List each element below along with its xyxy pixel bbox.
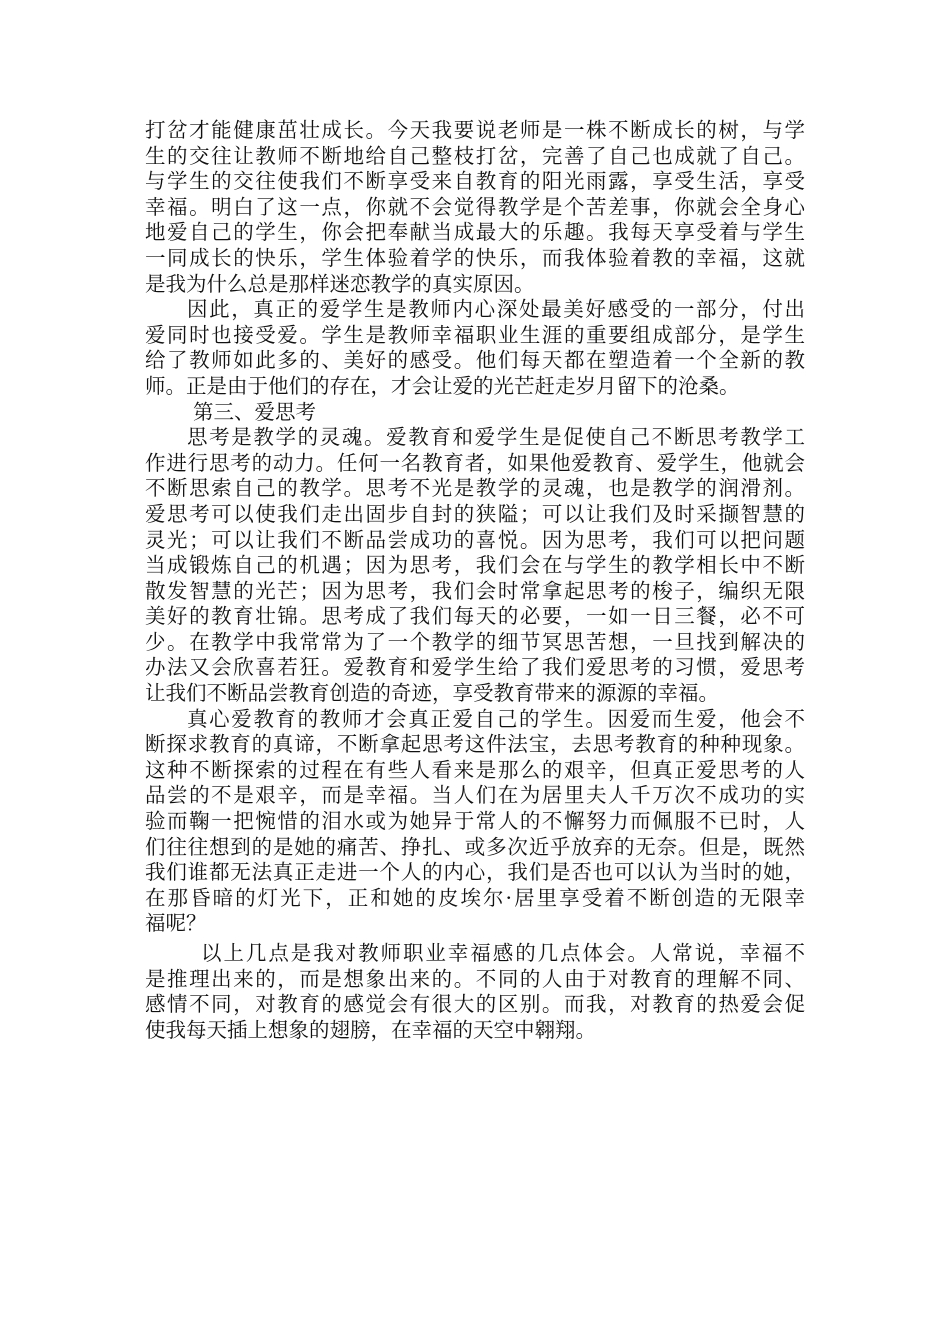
text-line: 这种不断探索的过程在有些人看来是那么的艰辛，但真正爱思考的人 bbox=[145, 757, 805, 782]
text-line: 不断思索自己的教学。思考不光是教学的灵魂，也是教学的润滑剂。 bbox=[145, 476, 805, 501]
text-line: 给了教师如此多的、美好的感受。他们每天都在塑造着一个全新的教 bbox=[145, 348, 805, 373]
text-line: 爱思考可以使我们走出固步自封的狭隘；可以让我们及时采撷智慧的 bbox=[145, 501, 805, 526]
text-line: 品尝的不是艰辛，而是幸福。当人们在为居里夫人千万次不成功的实 bbox=[145, 783, 805, 808]
text-line: 一同成长的快乐，学生体验着学的快乐，而我体验着教的幸福，这就 bbox=[145, 245, 805, 270]
text-line: 验而鞠一把惋惜的泪水或为她异于常人的不懈努力而佩服不已时，人 bbox=[145, 809, 805, 834]
text-line: 让我们不断品尝教育创造的奇迹，享受教育带来的源源的幸福。 bbox=[145, 681, 719, 706]
text-line: 散发智慧的光芒；因为思考，我们会时常拿起思考的梭子，编织无限 bbox=[145, 578, 805, 603]
text-line: 作进行思考的动力。任何一名教育者，如果他爱教育、爱学生，他就会 bbox=[145, 450, 805, 475]
text-line: 思考是教学的灵魂。爱教育和爱学生是促使自己不断思考教学工 bbox=[187, 425, 805, 450]
text-line: 们往往想到的是她的痛苦、挣扎、或多次近乎放弃的无奈。但是，既然 bbox=[145, 834, 805, 859]
text-line: 少。在教学中我常常为了一个教学的细节冥思苦想，一旦找到解决的 bbox=[145, 629, 805, 654]
text-line: 爱同时也接受爱。学生是教师幸福职业生涯的重要组成部分，是学生 bbox=[145, 322, 805, 347]
text-line: 与学生的交往使我们不断享受来自教育的阳光雨露，享受生活，享受 bbox=[145, 169, 805, 194]
text-line: 师。正是由于他们的存在，才会让爱的光芒赶走岁月留下的沧桑。 bbox=[145, 373, 740, 398]
text-line: 灵光；可以让我们不断品尝成功的喜悦。因为思考，我们可以把问题 bbox=[145, 527, 805, 552]
text-line: 我们谁都无法真正走进一个人的内心，我们是否也可以认为当时的她， bbox=[145, 860, 805, 885]
text-line: 办法又会欣喜若狂。爱教育和爱学生给了我们爱思考的习惯，爱思考 bbox=[145, 655, 805, 680]
text-line: 幸福。明白了这一点，你就不会觉得教学是个苦差事，你就会全身心 bbox=[145, 194, 805, 219]
text-line: 美好的教育壮锦。思考成了我们每天的必要，一如一日三餐，必不可 bbox=[145, 604, 805, 629]
text-line: 福呢？ bbox=[145, 911, 207, 936]
text-line: 是推理出来的，而是想象出来的。不同的人由于对教育的理解不同、 bbox=[145, 966, 805, 991]
text-line: 是我为什么总是那样迷恋教学的真实原因。 bbox=[145, 271, 535, 296]
document-body bbox=[145, 118, 805, 1043]
text-line: 在那昏暗的灯光下，正和她的皮埃尔·居里享受着不断创造的无限幸 bbox=[145, 885, 805, 910]
text-line: 地爱自己的学生，你会把奉献当成最大的乐趣。我每天享受着与学生 bbox=[145, 220, 805, 245]
text-line: 真心爱教育的教师才会真正爱自己的学生。因爱而生爱，他会不 bbox=[187, 706, 805, 731]
text-line: 断探求教育的真谛，不断拿起思考这件法宝，去思考教育的种种现象。 bbox=[145, 732, 805, 757]
text-line: 第三、爱思考 bbox=[193, 399, 316, 424]
text-line: 使我每天插上想象的翅膀，在幸福的天空中翱翔。 bbox=[145, 1017, 596, 1042]
text-line: 因此，真正的爱学生是教师内心深处最美好感受的一部分，付出 bbox=[187, 297, 805, 322]
text-line: 打岔才能健康茁壮成长。今天我要说老师是一株不断成长的树，与学 bbox=[145, 118, 805, 142]
text-line: 感情不同，对教育的感觉会有很大的区别。而我，对教育的热爱会促 bbox=[145, 992, 805, 1017]
text-line: 生的交往让教师不断地给自己整枝打岔，完善了自己也成就了自己。 bbox=[145, 143, 805, 168]
text-line: 以上几点是我对教师职业幸福感的几点体会。人常说，幸福不 bbox=[201, 941, 805, 965]
text-line: 当成锻炼自己的机遇；因为思考，我们会在与学生的教学相长中不断 bbox=[145, 553, 805, 578]
